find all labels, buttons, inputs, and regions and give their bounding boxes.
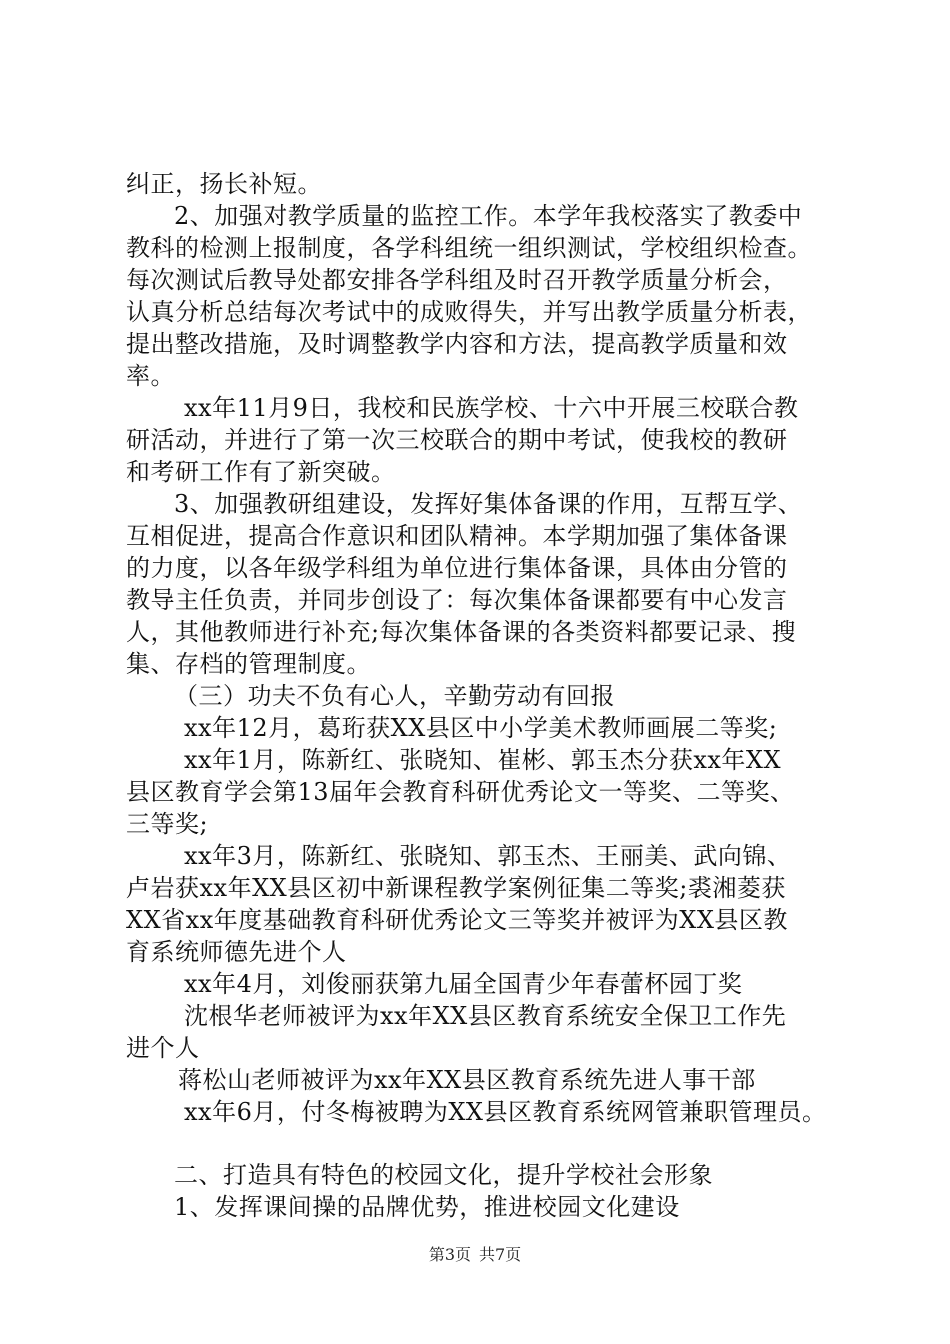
body-line: 蒋松山老师被评为xx年XX县区教育系统先进人事干部 bbox=[178, 1066, 756, 1094]
page-footer bbox=[0, 1245, 950, 1265]
body-line: 1、发挥课间操的品牌优势，推进校园文化建设 bbox=[174, 1193, 680, 1221]
body-line: xx年12月，葛珩获XX县区中小学美术教师画展二等奖; bbox=[184, 714, 778, 742]
body-line: xx年4月，刘俊丽获第九届全国青少年春蕾杯园丁奖 bbox=[184, 970, 743, 998]
body-line: 每次测试后教导处都安排各学科组及时召开教学质量分析会， bbox=[126, 266, 788, 294]
body-line: 县区教育学会第13届年会教育科研优秀论文一等奖、二等奖、 bbox=[126, 778, 795, 806]
body-line: xx年11月9日，我校和民族学校、十六中开展三校联合教 bbox=[184, 394, 799, 422]
section-heading: 二、打造具有特色的校园文化，提升学校社会形象 bbox=[174, 1161, 713, 1189]
document-body bbox=[126, 168, 846, 1223]
body-line: 人，其他教师进行补充;每次集体备课的各类资料都要记录、搜 bbox=[126, 618, 797, 646]
body-line: xx年3月，陈新红、张晓知、郭玉杰、王丽美、武向锦、 bbox=[184, 842, 792, 870]
body-line: 教导主任负责，并同步创设了：每次集体备课都要有中心发言 bbox=[126, 586, 788, 614]
body-line: 育系统师德先进个人 bbox=[126, 938, 347, 966]
body-line: 率。 bbox=[126, 362, 175, 390]
body-line: 研活动，并进行了第一次三校联合的期中考试，使我校的教研 bbox=[126, 426, 788, 454]
body-line: 的力度，以各年级学科组为单位进行集体备课，具体由分管的 bbox=[126, 554, 788, 582]
body-line: 3、加强教研组建设，发挥好集体备课的作用，互帮互学、 bbox=[174, 490, 803, 518]
body-line: 沈根华老师被评为xx年XX县区教育系统安全保卫工作先 bbox=[184, 1002, 787, 1030]
body-line: 进个人 bbox=[126, 1034, 200, 1062]
body-line: 和考研工作有了新突破。 bbox=[126, 458, 396, 486]
body-line: xx年1月，陈新红、张晓知、崔彬、郭玉杰分获xx年XX bbox=[184, 746, 782, 774]
body-line: 2、加强对教学质量的监控工作。本学年我校落实了教委中 bbox=[174, 202, 803, 230]
body-line: 提出整改措施，及时调整教学内容和方法，提高教学质量和效 bbox=[126, 330, 788, 358]
body-line: 纠正，扬长补短。 bbox=[126, 170, 322, 198]
paragraph-gap bbox=[126, 1128, 846, 1159]
page-total: 共7页 bbox=[479, 1245, 522, 1264]
section-heading: （三）功夫不负有心人，辛勤劳动有回报 bbox=[174, 682, 615, 710]
body-line: 集、存档的管理制度。 bbox=[126, 650, 371, 678]
body-line: 教科的检测上报制度，各学科组统一组织测试，学校组织检查。 bbox=[126, 234, 812, 262]
body-line: xx年6月，付冬梅被聘为XX县区教育系统网管兼职管理员。 bbox=[184, 1098, 827, 1126]
body-line: 认真分析总结每次考试中的成败得失，并写出教学质量分析表， bbox=[126, 298, 812, 326]
body-line: 卢岩获xx年XX县区初中新课程教学案例征集二等奖;裘湘菱获 bbox=[126, 874, 786, 902]
body-line: 互相促进，提高合作意识和团队精神。本学期加强了集体备课 bbox=[126, 522, 788, 550]
body-line: 三等奖; bbox=[126, 810, 209, 838]
body-line: XX省xx年度基础教育科研优秀论文三等奖并被评为XX县区教 bbox=[126, 906, 788, 934]
page-number: 第3页 bbox=[428, 1245, 471, 1264]
